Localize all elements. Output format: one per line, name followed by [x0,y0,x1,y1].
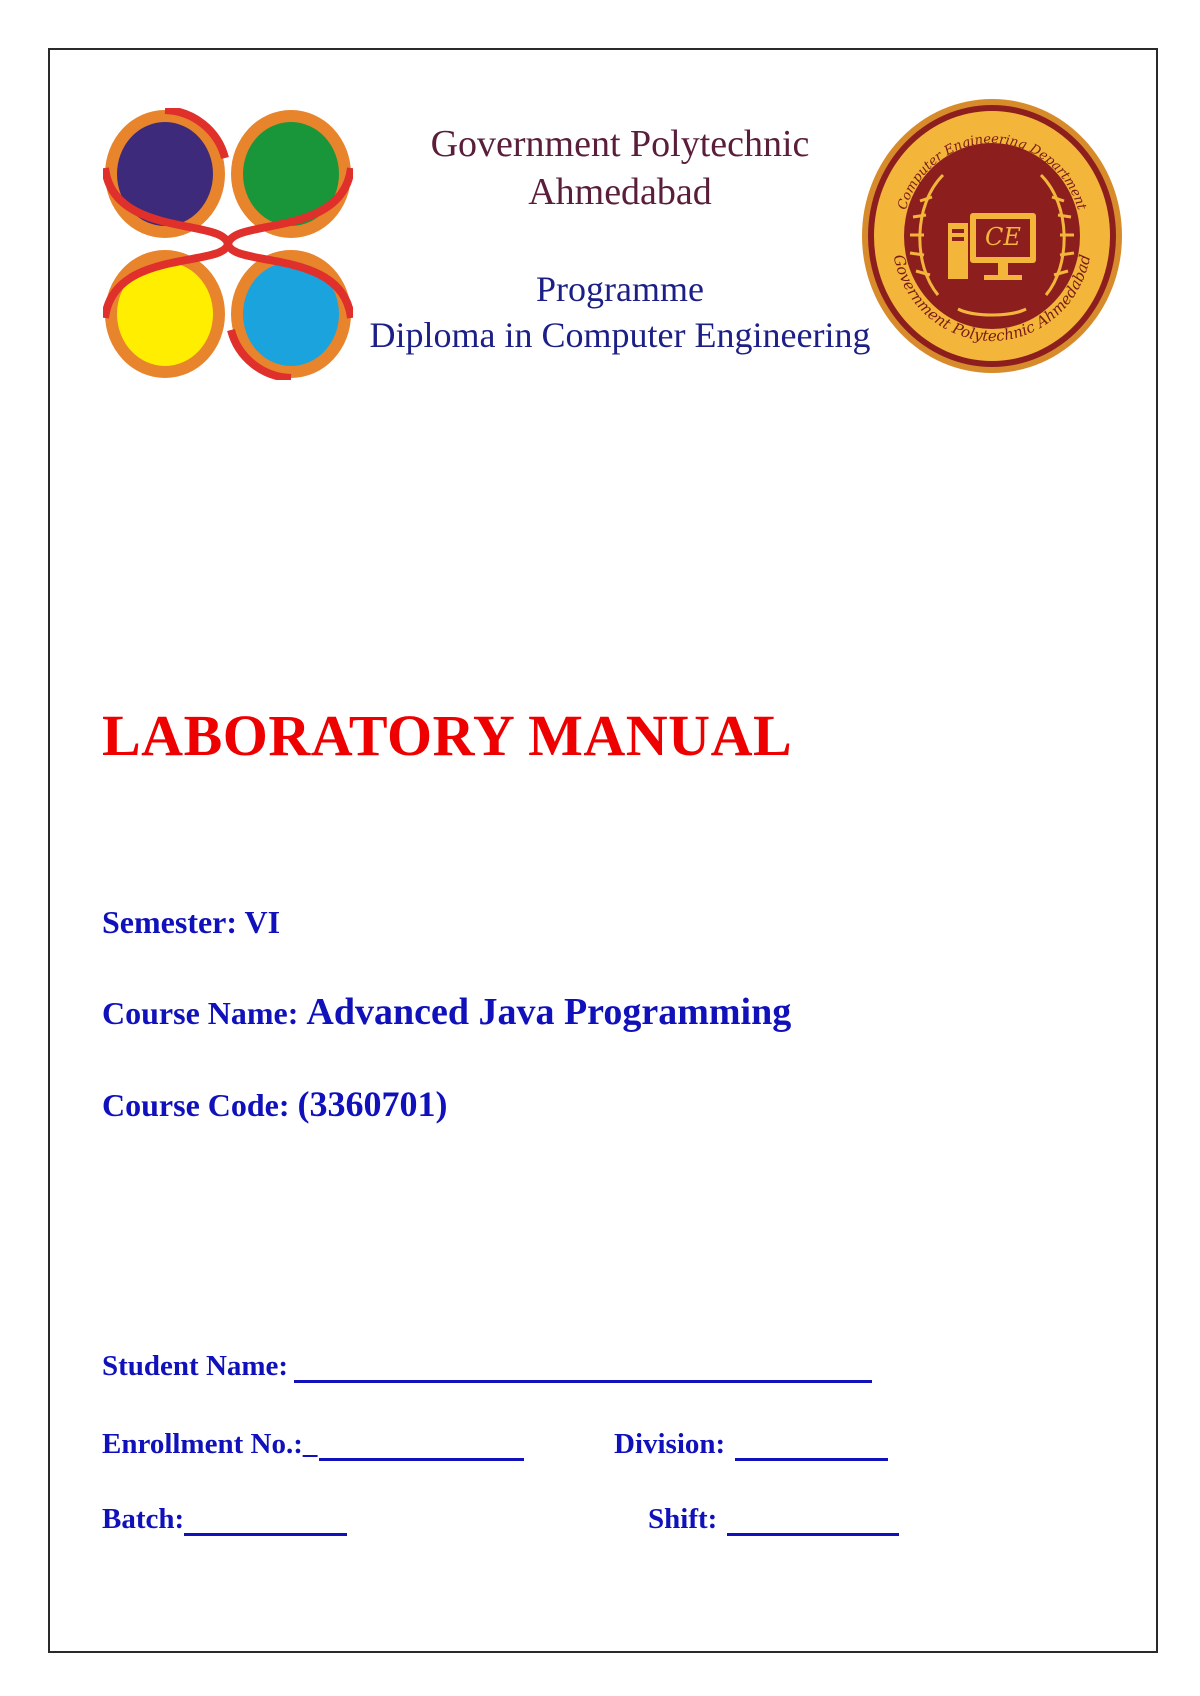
division-field [614,1428,888,1461]
four-circle-logo-icon [103,108,353,380]
division-blank[interactable] [735,1432,888,1461]
student-name-label: Student Name: [102,1350,289,1382]
batch-field [102,1503,347,1536]
course-code-label: Course Code: [102,1087,290,1123]
course-code-value: (3360701) [297,1084,448,1124]
semester-label: Semester: [102,904,238,940]
programme-block [340,266,900,358]
course-name-value: Advanced Java Programming [306,991,792,1033]
manual-title: LABORATORY MANUAL [102,703,793,768]
student-name-blank[interactable] [294,1354,872,1383]
batch-blank[interactable] [184,1507,347,1536]
department-seal-icon [858,95,1126,378]
institute-name-line1: Government Polytechnic [430,123,810,165]
seal-text-top: Computer Engineering Department [895,131,1089,212]
student-name-field [102,1350,872,1383]
programme-label: Programme [536,269,704,309]
logo-bottom-left-circle [105,250,225,378]
seal-monogram: CE [985,223,1021,251]
seal-text-bottom: Government Polytechnic Ahmedabad [889,252,1095,345]
course-name-label: Course Name: [102,995,299,1031]
institute-name [340,120,900,216]
enrollment-blank[interactable] [319,1432,524,1461]
course-code-line [102,1083,448,1125]
course-name-line [102,990,791,1034]
shift-label: Shift: [648,1503,718,1535]
shift-field [648,1503,899,1536]
batch-label: Batch: [102,1503,185,1535]
division-label: Division: [614,1428,726,1460]
semester-value: VI [244,904,281,940]
institute-name-line2: Ahmedabad [528,171,712,213]
shift-blank[interactable] [727,1507,899,1536]
programme-name: Diploma in Computer Engineering [369,315,871,355]
enrollment-field [102,1428,524,1461]
enrollment-label: Enrollment No.:_ [102,1428,318,1460]
semester-line [102,904,280,941]
